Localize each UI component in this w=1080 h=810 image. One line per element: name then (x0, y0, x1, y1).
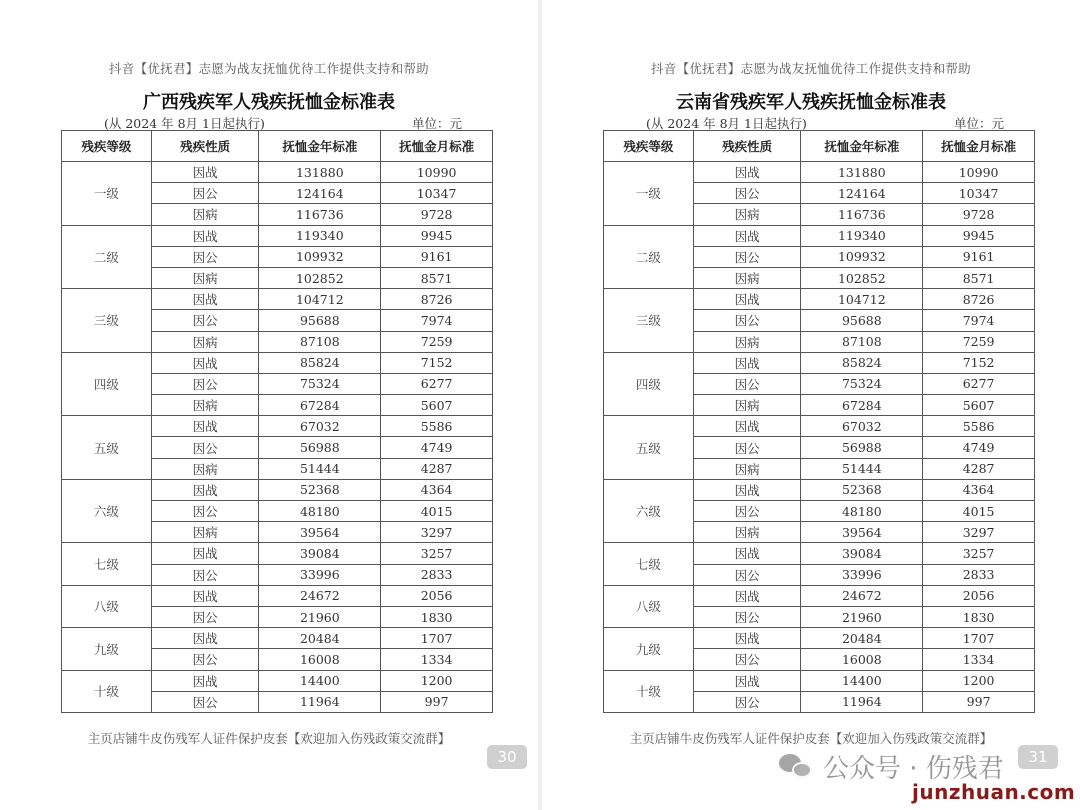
annual-cell: 87108 (259, 331, 381, 352)
monthly-cell: 6277 (923, 373, 1035, 394)
nature-cell: 因战 (151, 628, 259, 649)
monthly-cell: 2056 (923, 585, 1035, 606)
nature-cell: 因战 (151, 289, 259, 310)
level-cell: 一级 (604, 162, 694, 226)
monthly-cell: 2833 (381, 564, 493, 585)
nature-cell: 因病 (693, 267, 801, 288)
annual-cell: 24672 (801, 585, 923, 606)
nature-cell: 因战 (693, 225, 801, 246)
monthly-cell: 9728 (381, 204, 493, 225)
monthly-cell: 9945 (923, 225, 1035, 246)
table-row (62, 289, 493, 310)
table-row (604, 225, 1035, 246)
annual-cell: 33996 (259, 564, 381, 585)
column-header: 抚恤金年标准 (259, 131, 381, 162)
monthly-cell: 4287 (923, 458, 1035, 479)
monthly-cell: 997 (381, 691, 493, 712)
level-cell: 七级 (604, 543, 694, 585)
annual-cell: 16008 (259, 649, 381, 670)
nature-cell: 因病 (151, 267, 259, 288)
level-cell: 四级 (62, 352, 152, 416)
table-row (604, 670, 1035, 691)
nature-cell: 因战 (151, 416, 259, 437)
unit-label: 单位：元 (954, 116, 1005, 131)
monthly-cell: 6277 (381, 373, 493, 394)
table-row (604, 416, 1035, 437)
page-header: 抖音【优抚君】志愿为战友抚恤优待工作提供支持和帮助 (108, 61, 429, 76)
nature-cell: 因战 (693, 585, 801, 606)
annual-cell: 124164 (801, 183, 923, 204)
level-cell: 六级 (62, 479, 152, 543)
effective-date: (从 2024 年 8月 1日起执行) (104, 116, 265, 131)
nature-cell: 因公 (693, 310, 801, 331)
annual-cell: 85824 (259, 352, 381, 373)
nature-cell: 因公 (151, 606, 259, 627)
table-row (62, 352, 493, 373)
level-cell: 九级 (62, 628, 152, 670)
nature-cell: 因战 (693, 416, 801, 437)
monthly-cell: 9161 (923, 246, 1035, 267)
page-number-badge: 31 (1018, 745, 1058, 769)
table-row (62, 416, 493, 437)
annual-cell: 52368 (259, 479, 381, 500)
monthly-cell: 4015 (381, 501, 493, 522)
nature-cell: 因公 (693, 691, 801, 712)
table-row (604, 352, 1035, 373)
nature-cell: 因公 (151, 437, 259, 458)
table-row (604, 543, 1035, 564)
monthly-cell: 997 (923, 691, 1035, 712)
nature-cell: 因病 (151, 204, 259, 225)
annual-cell: 21960 (259, 606, 381, 627)
annual-cell: 21960 (801, 606, 923, 627)
nature-cell: 因战 (151, 162, 259, 183)
monthly-cell: 3297 (381, 522, 493, 543)
column-header: 残疾性质 (693, 131, 801, 162)
watermark-account-text: 公众号 · 伤残君 (823, 754, 1004, 784)
annual-cell: 24672 (259, 585, 381, 606)
table-row (604, 289, 1035, 310)
nature-cell: 因公 (693, 649, 801, 670)
annual-cell: 95688 (259, 310, 381, 331)
annual-cell: 56988 (259, 437, 381, 458)
nature-cell: 因战 (151, 225, 259, 246)
nature-cell: 因公 (151, 310, 259, 331)
monthly-cell: 10347 (381, 183, 493, 204)
monthly-cell: 9728 (923, 204, 1035, 225)
left-page (0, 0, 538, 810)
nature-cell: 因病 (693, 522, 801, 543)
annual-cell: 20484 (801, 628, 923, 649)
column-header: 残疾性质 (151, 131, 259, 162)
nature-cell: 因公 (693, 564, 801, 585)
column-header: 抚恤金年标准 (801, 131, 923, 162)
table-row (62, 225, 493, 246)
annual-cell: 56988 (801, 437, 923, 458)
page-footer: 主页店铺牛皮伤残军人证件保护皮套【欢迎加入伤残政策交流群】 (629, 731, 993, 746)
monthly-cell: 7259 (923, 331, 1035, 352)
annual-cell: 124164 (259, 183, 381, 204)
monthly-cell: 4364 (381, 479, 493, 500)
level-cell: 十级 (62, 670, 152, 712)
monthly-cell: 10347 (923, 183, 1035, 204)
nature-cell: 因战 (693, 628, 801, 649)
nature-cell: 因公 (151, 564, 259, 585)
monthly-cell: 4015 (923, 501, 1035, 522)
nature-cell: 因公 (151, 373, 259, 394)
nature-cell: 因公 (151, 649, 259, 670)
annual-cell: 109932 (801, 246, 923, 267)
level-cell: 二级 (62, 225, 152, 289)
table-body (62, 162, 493, 713)
page-title: 广西残疾军人残疾抚恤金标准表 (143, 92, 395, 113)
monthly-cell: 7152 (381, 352, 493, 373)
annual-cell: 102852 (801, 267, 923, 288)
monthly-cell: 2056 (381, 585, 493, 606)
table-body (604, 162, 1035, 713)
monthly-cell: 5607 (923, 395, 1035, 416)
nature-cell: 因病 (151, 331, 259, 352)
table-header-row (604, 131, 1035, 162)
right-page (542, 0, 1080, 810)
site-watermark: junzhuan.com (912, 780, 1076, 804)
annual-cell: 33996 (801, 564, 923, 585)
annual-cell: 11964 (801, 691, 923, 712)
nature-cell: 因公 (151, 501, 259, 522)
table-row (62, 479, 493, 500)
table-row (62, 670, 493, 691)
nature-cell: 因病 (693, 331, 801, 352)
wechat-icon (779, 752, 815, 782)
monthly-cell: 1830 (381, 606, 493, 627)
table-row (604, 628, 1035, 649)
monthly-cell: 3257 (923, 543, 1035, 564)
nature-cell: 因病 (693, 458, 801, 479)
table-row (62, 628, 493, 649)
monthly-cell: 7259 (381, 331, 493, 352)
monthly-cell: 5607 (381, 395, 493, 416)
nature-cell: 因公 (693, 373, 801, 394)
annual-cell: 67032 (801, 416, 923, 437)
monthly-cell: 10990 (381, 162, 493, 183)
annual-cell: 52368 (801, 479, 923, 500)
page-footer: 主页店铺牛皮伤残军人证件保护皮套【欢迎加入伤残政策交流群】 (87, 731, 451, 746)
level-cell: 三级 (604, 289, 694, 353)
nature-cell: 因战 (693, 162, 801, 183)
annual-cell: 75324 (801, 373, 923, 394)
table-row (62, 585, 493, 606)
monthly-cell: 8571 (381, 267, 493, 288)
annual-cell: 104712 (801, 289, 923, 310)
column-header: 抚恤金月标准 (381, 131, 493, 162)
nature-cell: 因战 (151, 670, 259, 691)
annual-cell: 85824 (801, 352, 923, 373)
annual-cell: 116736 (801, 204, 923, 225)
level-cell: 八级 (604, 585, 694, 627)
monthly-cell: 7974 (381, 310, 493, 331)
annual-cell: 14400 (259, 670, 381, 691)
table-row (604, 479, 1035, 500)
column-header: 残疾等级 (62, 131, 152, 162)
column-header: 残疾等级 (604, 131, 694, 162)
level-cell: 五级 (62, 416, 152, 480)
monthly-cell: 5586 (923, 416, 1035, 437)
monthly-cell: 8726 (923, 289, 1035, 310)
annual-cell: 119340 (259, 225, 381, 246)
annual-cell: 75324 (259, 373, 381, 394)
level-cell: 十级 (604, 670, 694, 712)
monthly-cell: 1707 (923, 628, 1035, 649)
nature-cell: 因病 (151, 395, 259, 416)
nature-cell: 因公 (693, 246, 801, 267)
annual-cell: 39564 (259, 522, 381, 543)
table-row (62, 543, 493, 564)
monthly-cell: 1334 (381, 649, 493, 670)
annual-cell: 131880 (801, 162, 923, 183)
nature-cell: 因战 (693, 543, 801, 564)
annual-cell: 39084 (259, 543, 381, 564)
monthly-cell: 4749 (381, 437, 493, 458)
nature-cell: 因病 (151, 458, 259, 479)
table-row (604, 162, 1035, 183)
annual-cell: 67032 (259, 416, 381, 437)
nature-cell: 因公 (693, 437, 801, 458)
annual-cell: 39564 (801, 522, 923, 543)
level-cell: 九级 (604, 628, 694, 670)
monthly-cell: 5586 (381, 416, 493, 437)
annual-cell: 48180 (259, 501, 381, 522)
monthly-cell: 10990 (923, 162, 1035, 183)
table-row (62, 162, 493, 183)
monthly-cell: 7974 (923, 310, 1035, 331)
annual-cell: 67284 (801, 395, 923, 416)
annual-cell: 87108 (801, 331, 923, 352)
annual-cell: 119340 (801, 225, 923, 246)
monthly-cell: 8571 (923, 267, 1035, 288)
unit-label: 单位：元 (412, 116, 463, 131)
page-number-badge: 30 (487, 745, 527, 769)
annual-cell: 51444 (801, 458, 923, 479)
monthly-cell: 4364 (923, 479, 1035, 500)
nature-cell: 因病 (693, 204, 801, 225)
level-cell: 四级 (604, 352, 694, 416)
nature-cell: 因战 (693, 352, 801, 373)
effective-date: (从 2024 年 8月 1日起执行) (646, 116, 807, 131)
nature-cell: 因公 (693, 606, 801, 627)
monthly-cell: 2833 (923, 564, 1035, 585)
monthly-cell: 8726 (381, 289, 493, 310)
level-cell: 三级 (62, 289, 152, 353)
monthly-cell: 7152 (923, 352, 1035, 373)
level-cell: 五级 (604, 416, 694, 480)
monthly-cell: 1200 (923, 670, 1035, 691)
pension-table (61, 130, 493, 713)
annual-cell: 48180 (801, 501, 923, 522)
annual-cell: 67284 (259, 395, 381, 416)
column-header: 抚恤金月标准 (923, 131, 1035, 162)
nature-cell: 因病 (693, 395, 801, 416)
nature-cell: 因战 (693, 289, 801, 310)
annual-cell: 39084 (801, 543, 923, 564)
nature-cell: 因战 (693, 479, 801, 500)
nature-cell: 因战 (151, 479, 259, 500)
table-row (604, 585, 1035, 606)
level-cell: 六级 (604, 479, 694, 543)
monthly-cell: 1707 (381, 628, 493, 649)
level-cell: 七级 (62, 543, 152, 585)
nature-cell: 因公 (151, 691, 259, 712)
annual-cell: 11964 (259, 691, 381, 712)
table-header-row (62, 131, 493, 162)
nature-cell: 因公 (693, 183, 801, 204)
nature-cell: 因病 (151, 522, 259, 543)
page-header: 抖音【优抚君】志愿为战友抚恤优待工作提供支持和帮助 (650, 61, 971, 76)
page-title: 云南省残疾军人残疾抚恤金标准表 (676, 92, 946, 113)
annual-cell: 102852 (259, 267, 381, 288)
annual-cell: 14400 (801, 670, 923, 691)
annual-cell: 16008 (801, 649, 923, 670)
nature-cell: 因公 (151, 246, 259, 267)
annual-cell: 20484 (259, 628, 381, 649)
monthly-cell: 1830 (923, 606, 1035, 627)
annual-cell: 131880 (259, 162, 381, 183)
monthly-cell: 1200 (381, 670, 493, 691)
pension-table (603, 130, 1035, 713)
annual-cell: 116736 (259, 204, 381, 225)
annual-cell: 104712 (259, 289, 381, 310)
nature-cell: 因战 (693, 670, 801, 691)
annual-cell: 51444 (259, 458, 381, 479)
nature-cell: 因公 (151, 183, 259, 204)
nature-cell: 因公 (693, 501, 801, 522)
nature-cell: 因战 (151, 585, 259, 606)
annual-cell: 95688 (801, 310, 923, 331)
monthly-cell: 3297 (923, 522, 1035, 543)
monthly-cell: 9945 (381, 225, 493, 246)
monthly-cell: 9161 (381, 246, 493, 267)
monthly-cell: 1334 (923, 649, 1035, 670)
level-cell: 八级 (62, 585, 152, 627)
annual-cell: 109932 (259, 246, 381, 267)
monthly-cell: 4749 (923, 437, 1035, 458)
nature-cell: 因战 (151, 352, 259, 373)
monthly-cell: 3257 (381, 543, 493, 564)
level-cell: 一级 (62, 162, 152, 226)
monthly-cell: 4287 (381, 458, 493, 479)
level-cell: 二级 (604, 225, 694, 289)
nature-cell: 因战 (151, 543, 259, 564)
